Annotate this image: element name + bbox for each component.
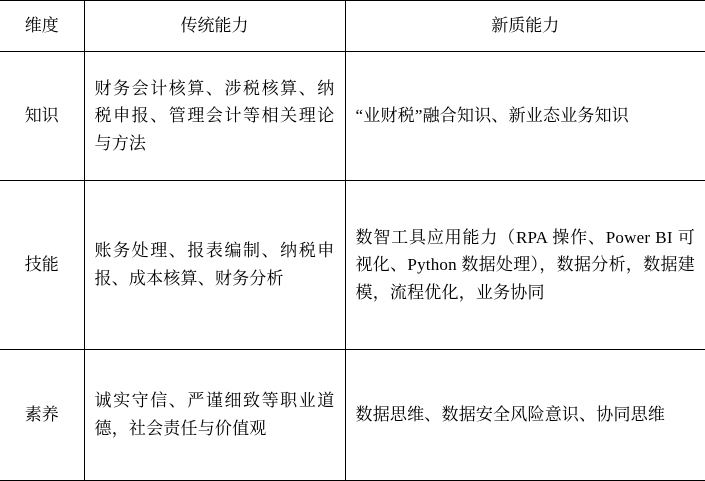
cell-skill-traditional: 账务处理、报表编制、纳税申报、成本核算、财务分析 [84, 181, 345, 350]
cell-skill-new: 数智工具应用能力（RPA 操作、Power BI 可视化、Python 数据处理），数据分析，数据建模，流程优化，业务协同 [345, 181, 705, 350]
column-header-traditional: 传统能力 [84, 1, 345, 52]
table-header-row [0, 1, 705, 52]
table-row [0, 52, 705, 181]
table-row [0, 350, 705, 481]
table-row [0, 181, 705, 350]
cell-knowledge-new: “业财税”融合知识、新业态业务知识 [345, 52, 705, 181]
row-dimension-knowledge: 知识 [0, 52, 84, 181]
cell-literacy-new: 数据思维、数据安全风险意识、协同思维 [345, 350, 705, 481]
column-header-dimension: 维度 [0, 1, 84, 52]
cell-knowledge-traditional: 财务会计核算、涉税核算、纳税申报、管理会计等相关理论与方法 [84, 52, 345, 181]
row-dimension-skill: 技能 [0, 181, 84, 350]
cell-literacy-traditional: 诚实守信、严谨细致等职业道德，社会责任与价值观 [84, 350, 345, 481]
row-dimension-literacy: 素养 [0, 350, 84, 481]
column-header-new: 新质能力 [345, 1, 705, 52]
